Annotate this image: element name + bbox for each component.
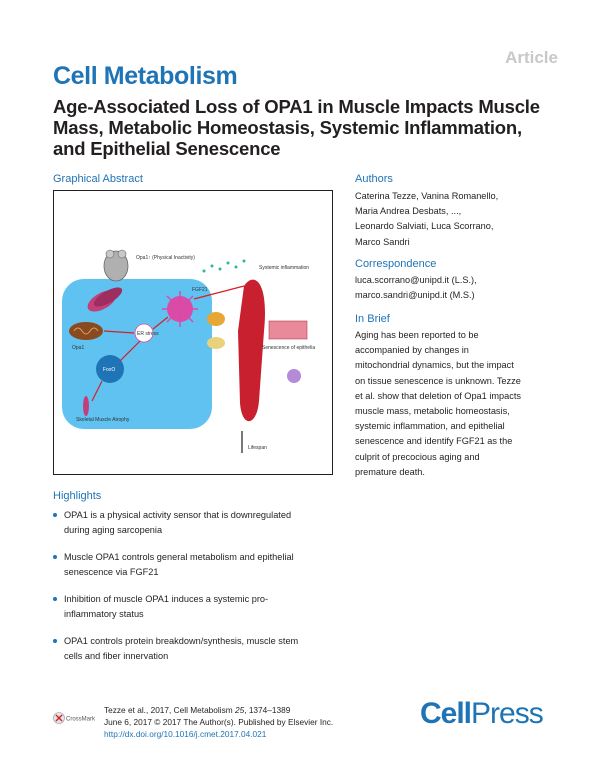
correspondence-heading: Correspondence [355, 258, 437, 270]
label-systemic-inflammation: Systemic inflammation [259, 265, 310, 271]
author-line: Caterina Tezze, Vanina Romanello, [355, 191, 499, 201]
label-foxo: FoxO [103, 367, 116, 373]
in-brief-heading: In Brief [355, 313, 390, 325]
in-brief-line: senescence and identify FGF21 as the [355, 436, 513, 447]
fgf21-secretion-dots [203, 260, 246, 273]
highlights-section [53, 490, 343, 676]
highlight-line: during aging sarcopenia [64, 525, 163, 535]
author-line: Leonardo Salviati, Luca Scorrano, [355, 221, 494, 232]
in-brief-line: culprit of precocious aging and [355, 451, 480, 462]
copyright-line: June 6, 2017 © 2017 The Author(s). Published by Elsevier Inc. [104, 717, 334, 727]
label-lifespan: Lifespan [248, 445, 267, 451]
citation-footer [104, 704, 333, 740]
graphical-abstract-figure [53, 190, 333, 475]
in-brief-line: premature death. [355, 466, 425, 477]
highlight-line: senescence via FGF21 [64, 567, 159, 577]
correspondence-emails[interactable] [355, 273, 477, 303]
graphical-abstract-heading: Graphical Abstract [53, 173, 143, 185]
highlights-heading: Highlights [53, 490, 102, 502]
author-line: Marco Sandri [355, 236, 410, 247]
crossmark-logo-icon[interactable] [53, 711, 97, 725]
immune-cell-icon [287, 369, 301, 383]
crossmark-text: CrossMark [66, 716, 96, 723]
bullet-icon [53, 555, 57, 559]
bullet-icon [53, 639, 57, 643]
fat-icon [207, 337, 225, 349]
in-brief-line: accompanied by changes in [355, 345, 469, 356]
doi-link[interactable]: http://dx.doi.org/10.1016/j.cmet.2017.04.021 [104, 729, 267, 739]
in-brief-line: systemic inflammation, and epithelial [355, 421, 505, 432]
authors-heading: Authors [355, 173, 393, 185]
label-senescence: Senescence of epithelia [262, 345, 316, 351]
atrophic-fiber-icon [83, 396, 89, 416]
epithelium-icon [269, 321, 307, 339]
label-fgf21: FGF21 [192, 287, 208, 293]
article-type-tag: Article [505, 48, 558, 67]
citation-line: Tezze et al., 2017, Cell Metabolism 25, 1374–1389 [104, 705, 291, 715]
graphical-abstract-diagram [54, 191, 332, 474]
in-brief-line: mitochondrial dynamics, but the impact [355, 360, 514, 371]
highlight-line: OPA1 is a physical activity sensor that is downregulated [64, 510, 292, 520]
highlight-line: cells and fiber innervation [64, 651, 169, 661]
highlight-line: OPA1 controls protein breakdown/synthesis, muscle stem [64, 636, 299, 646]
highlight-line: inflammatory status [64, 609, 144, 619]
label-physical-inactivity: Opa1↑ (Physical Inactivity) [136, 255, 195, 261]
in-brief-line: Aging has been reported to be [355, 330, 479, 340]
highlight-line: Muscle OPA1 controls general metabolism and epithelial [64, 552, 294, 562]
in-brief-line: muscle mass, metabolic homeostasis, [355, 406, 510, 417]
blood-vessel-shape [238, 280, 265, 422]
in-brief-text [355, 328, 521, 480]
highlight-item [53, 634, 343, 664]
in-brief-line: on tissue senescence is unknown. Tezze [355, 375, 521, 386]
journal-name[interactable]: Cell Metabolism [53, 62, 238, 90]
bullet-icon [53, 597, 57, 601]
email-sandri[interactable]: marco.sandri@unipd.it (M.S.) [355, 290, 475, 301]
bullet-icon [53, 513, 57, 517]
highlight-item [53, 508, 343, 538]
highlight-line: Inhibition of muscle OPA1 induces a systemic pro- [64, 594, 269, 604]
cellpress-logo[interactable]: CellPress [420, 697, 543, 730]
highlight-item [53, 550, 343, 580]
highlight-item [53, 592, 343, 622]
label-er-stress: ER stress [137, 331, 159, 337]
article-title: Age-Associated Loss of OPA1 in Muscle Impacts Muscle Mass, Metabolic Homeostasis, Systemic Inflammation, and Epithelial Senescence [53, 96, 540, 159]
in-brief-line: et al. show that deletion of Opa1 impacts [355, 390, 521, 401]
liver-icon [207, 312, 225, 326]
label-opa1: Opa1 [72, 345, 85, 351]
label-muscle-atrophy: Skeletal Muscle Atrophy [76, 417, 130, 423]
author-line: Maria Andrea Desbats, ..., [355, 206, 462, 217]
email-scorrano[interactable]: luca.scorrano@unipd.it (L.S.), [355, 275, 477, 285]
authors-list [355, 189, 498, 250]
